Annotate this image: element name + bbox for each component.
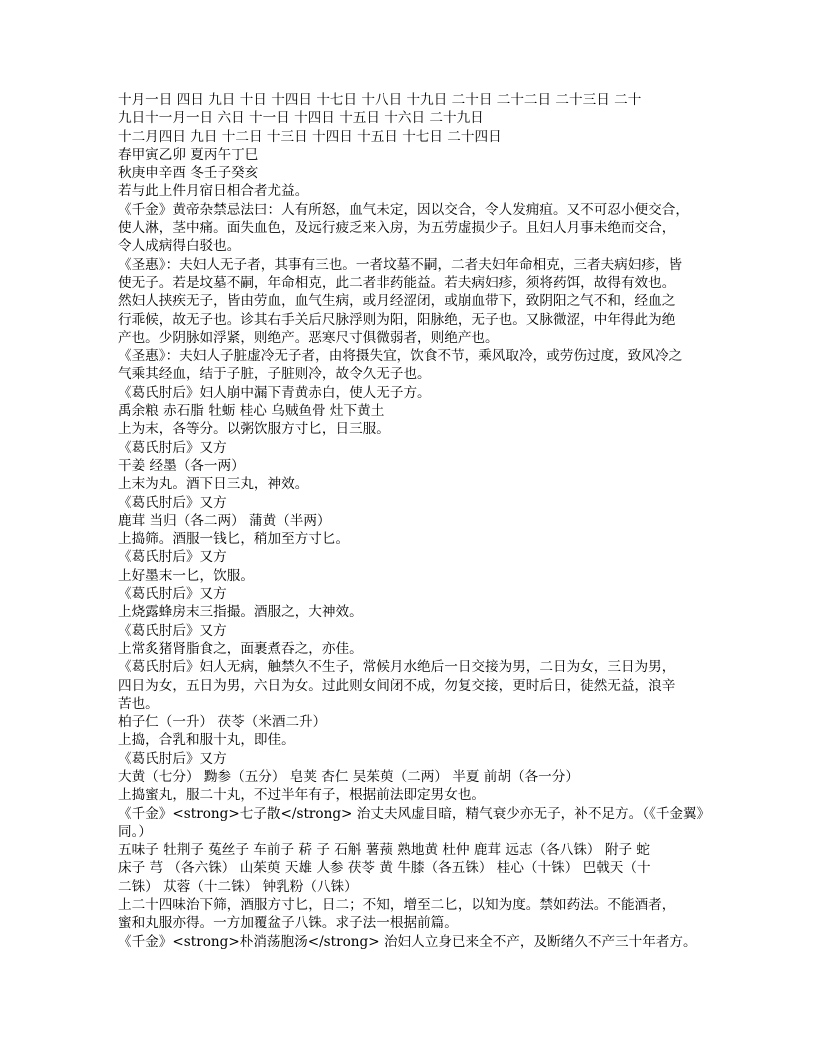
text-line: 禹余粮 赤石脂 牡蛎 桂心 乌贼鱼骨 灶下黄土: [118, 403, 385, 420]
text-line: 十二月四日 九日 十二日 十三日 十四日 十五日 十七日 二十四日: [118, 128, 502, 145]
text-line: 产也。少阴脉如浮紧，则绝产。恶寒尺寸俱微弱者，则绝产也。: [118, 329, 499, 346]
text-line: 十月一日 四日 九日 十日 十四日 十七日 十八日 十九日 二十日 二十二日 二十三日 二十: [118, 92, 642, 108]
text-line: 上末为丸。酒下日三丸，神效。: [118, 476, 309, 493]
text-line: 《葛氏肘后》又方: [118, 494, 227, 511]
text-line: 若与此上件月宿日相合者尤益。: [118, 183, 309, 200]
text-line: 上常炙猪肾脂食之，面裹煮吞之，亦佳。: [118, 640, 363, 657]
text-line: 然妇人挟疾无子，皆由劳血，血气生病，或月经涩闭，或崩血带下，致阴阳之气不和，经血之: [118, 293, 676, 310]
text-line: 《千金》黄帝杂禁忌法曰：人有所怒，血气未定，因以交合，令人发痈疽。又不可忍小便交合，: [118, 201, 689, 218]
text-line: 柏子仁（一升） 茯苓（米酒二升）: [118, 714, 327, 731]
text-line: 苦也。: [118, 695, 159, 712]
text-line: 《千金》<strong>朴消荡胞汤</strong> 治妇人立身已来全不产，及断绪久不产三十年者方。: [118, 933, 697, 950]
text-line: 五味子 牡荆子 菟丝子 车前子 菥 子 石斛 薯蓣 熟地黄 杜仲 鹿茸 远志（各八铢） 附子 蛇: [118, 842, 650, 859]
text-line: 《葛氏肘后》又方: [118, 586, 227, 603]
text-line: 《圣惠》：夫妇人无子者，其事有三也。一者坟墓不嗣，二者夫妇年命相克，三者夫病妇疹，皆: [118, 256, 683, 273]
text-line: 蜜和丸服亦得。一方加覆盆子八铢。求子法一根据前篇。: [118, 915, 458, 932]
text-line: 行乖候，故无子也。诊其右手关后尺脉浮则为阳，阳脉绝，无子也。又脉微涩，中年得此为绝: [118, 311, 676, 328]
text-line: 《葛氏肘后》又方: [118, 549, 227, 566]
text-line: 鹿茸 当归（各二两） 蒲黄（半两）: [118, 512, 331, 529]
text-line: 干姜 经墨（各一两）: [118, 457, 245, 474]
text-line: 《千金》<strong>七子散</strong> 治丈夫风虚目暗，精气衰少亦无子，补不足方。（《千金翼》: [118, 805, 711, 822]
document-page: [118, 91, 711, 951]
text-line: 同。）: [118, 823, 152, 840]
text-line: 《圣惠》：夫妇人子脏虚冷无子者，由将摄失宜，饮食不节，乘风取冷，或劳伤过度，致风冷之: [118, 348, 683, 365]
text-line: 《葛氏肘后》又方: [118, 750, 227, 767]
text-line: 大黄（七分） 黝参（五分） 皂荚 杏仁 吴茱萸（二两） 半夏 前胡（各一分）: [118, 768, 579, 785]
text-line: 床子 芎 （各六铢） 山茱萸 天雄 人参 茯苓 黄 牛膝（各五铢） 桂心（十铢） 巴戟天（十: [118, 860, 651, 877]
text-line: 上烧露蜂房末三指撮。酒服之，大神效。: [118, 604, 363, 621]
text-line: 二铢） 苁蓉（十二铢） 钟乳粉（八铢）: [118, 878, 358, 895]
text-line: 上捣筛。酒服一钱匕，稍加至方寸匕。: [118, 531, 350, 548]
text-line: 使无子。若是坟墓不嗣，年命相克，此二者非药能益。若夫病妇疹，须将药饵，故得有效也。: [118, 274, 676, 291]
text-line: 春甲寅乙卯 夏丙午丁巳: [118, 146, 259, 163]
text-line: 《葛氏肘后》又方: [118, 439, 227, 456]
text-line: 九日十一月一日 六日 十一日 十四日 十五日 十六日 二十九日: [118, 110, 484, 127]
text-line: 令人成病得白驳也。: [118, 238, 241, 255]
text-line: 使人淋，茎中痛。面失血色，及远行疲乏来入房，为五劳虚损少子。且妇人月事未绝而交合，: [118, 220, 676, 237]
text-line: 上好墨末一匕，饮服。: [118, 567, 254, 584]
text-line: 《葛氏肘后》又方: [118, 622, 227, 639]
text-line: 上捣蜜丸，服二十丸，不过半年有子，根据前法即定男女也。: [118, 787, 486, 804]
text-line: 四日为女，五日为男，六日为女。过此则女间闭不成，勿复交接，更时后日，徒然无益，浪辛: [118, 677, 676, 694]
text-line: 上捣，合乳和服十丸，即佳。: [118, 732, 295, 749]
text-line: 《葛氏肘后》妇人崩中漏下青黄赤白，使人无子方。: [118, 384, 431, 401]
text-line: 上为末，各等分。以粥饮服方寸匕，日三服。: [118, 421, 390, 438]
text-line: 秋庚申辛酉 冬壬子癸亥: [118, 165, 259, 182]
text-line: 上二十四味治下筛，酒服方寸匕，日二；不知，增至二匕，以知为度。禁如药法。不能酒者，: [118, 897, 676, 914]
text-line: 气乘其经血，结于子脏，子脏则冷，故令久无子也。: [118, 366, 431, 383]
text-line: 《葛氏肘后》妇人无病，触禁久不生子，常候月水绝后一日交接为男，二日为女，三日为男，: [118, 659, 676, 676]
